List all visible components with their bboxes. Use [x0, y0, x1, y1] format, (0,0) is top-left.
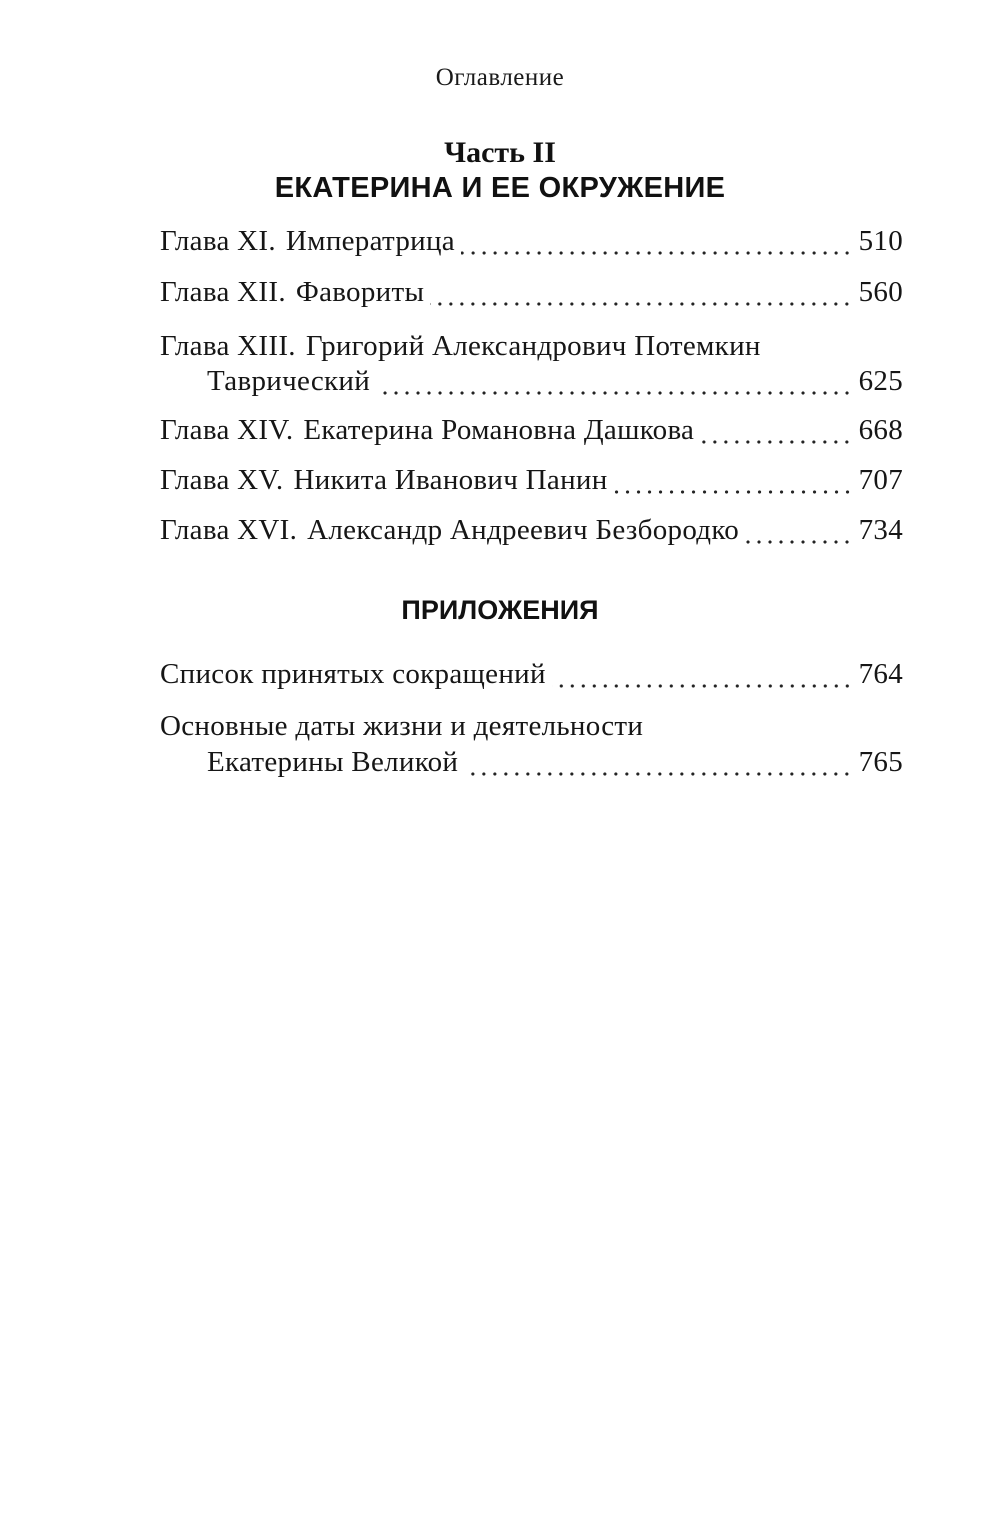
part-number: Часть II	[444, 136, 556, 169]
toc-page-number: 764	[858, 658, 903, 690]
appendix-title: ПРИЛОЖЕНИЯ	[401, 595, 599, 625]
toc-entry-key-dates-line1[interactable]	[160, 710, 903, 750]
toc-entry-abbreviations[interactable]	[160, 658, 903, 698]
dot-leader	[430, 301, 852, 307]
dot-leader	[745, 539, 853, 545]
toc-entry-label: Список принятых сокращений	[160, 658, 546, 690]
toc-entry-label: Основные даты жизни и деятельности	[160, 710, 644, 742]
toc-entry-label: Григорий Александрович Потемкин	[305, 330, 761, 362]
toc-page-number: 560	[858, 276, 903, 308]
toc-entry-chapter-16[interactable]	[160, 514, 903, 554]
toc-entry-label: Глава XII. Фавориты	[160, 276, 425, 308]
toc-page-number: 765	[858, 746, 903, 778]
dot-leader	[614, 489, 853, 495]
toc-entry-chapter-11[interactable]	[160, 225, 903, 265]
toc-page-number: 707	[858, 464, 903, 496]
running-head: Оглавление	[435, 64, 565, 91]
dot-leader	[376, 390, 853, 396]
toc-entry-label: Екатерины Великой	[207, 746, 459, 778]
toc-entry-chapter-13-line1[interactable]: Глава XIII. Григорий Александрович Потемкин	[160, 330, 761, 362]
toc-page-number: 625	[858, 365, 903, 397]
toc-page-number: 734	[858, 514, 903, 546]
toc-entry-key-dates-line2[interactable]	[207, 746, 903, 786]
toc-entry-chapter-14[interactable]	[160, 414, 903, 454]
part-title: ЕКАТЕРИНА И ЕЕ ОКРУЖЕНИЕ	[274, 172, 726, 204]
dot-leader	[461, 250, 853, 256]
toc-page-number: 668	[858, 414, 903, 446]
toc-entry-chapter-15[interactable]	[160, 464, 903, 504]
toc-entry-label: Глава XV. Никита Иванович Панин	[160, 464, 608, 496]
dot-leader	[700, 439, 852, 445]
toc-entry-label: Глава XIV. Екатерина Романовна Дашкова	[160, 414, 695, 446]
toc-entry-label: Глава XVI. Александр Андреевич Безбородко	[160, 514, 740, 546]
toc-entry-chapter-13-line2[interactable]	[207, 365, 903, 405]
dot-leader	[552, 683, 853, 689]
toc-page-number: 510	[858, 225, 903, 257]
toc-entry-label: Глава XI. Императрица	[160, 225, 455, 257]
dot-leader	[464, 771, 852, 777]
toc-entry-label: Таврический	[207, 365, 371, 397]
toc-entry-chapter-12[interactable]	[160, 276, 903, 316]
